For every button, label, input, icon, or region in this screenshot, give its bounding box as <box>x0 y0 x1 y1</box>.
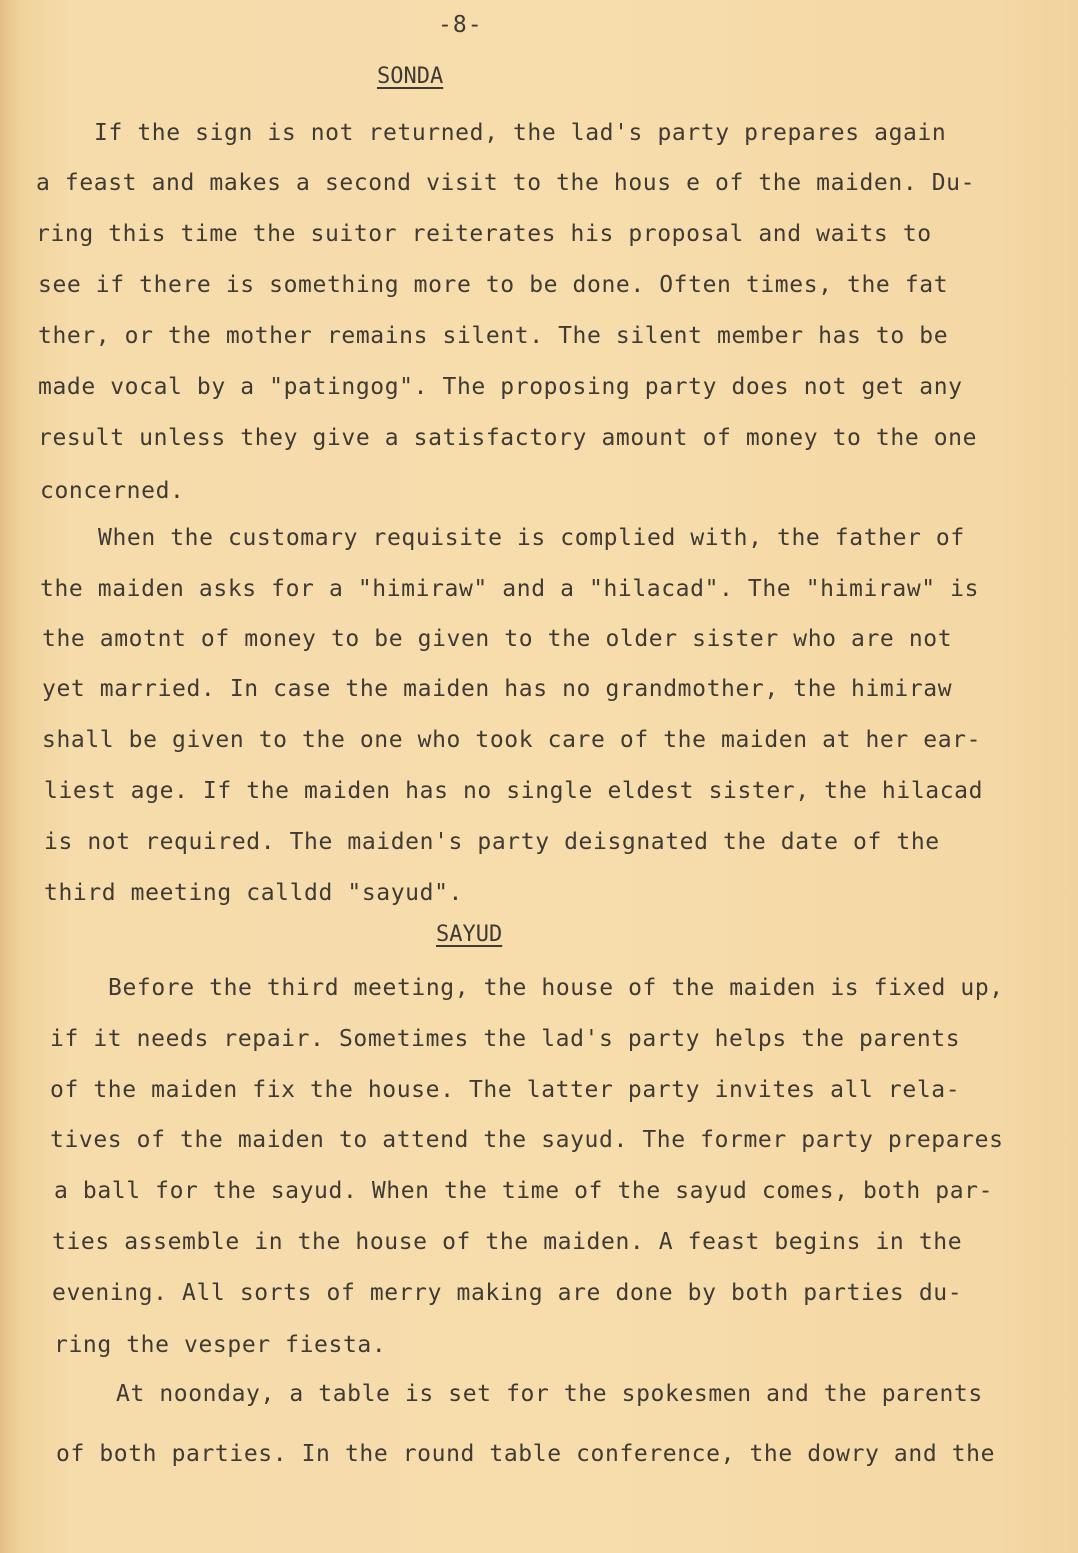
text-line: liest age. If the maiden has no single eldest sister, the hilacad <box>44 778 984 804</box>
text-line: of the maiden fix the house. The latter party invites all rela- <box>50 1077 961 1103</box>
text-line: Before the third meeting, the house of the maiden is fixed up, <box>108 975 1004 1001</box>
text-line: shall be given to the one who took care of the maiden at her ear- <box>42 727 982 753</box>
text-line: the maiden asks for a "himiraw" and a "hilacad". The "himiraw" is <box>40 576 980 602</box>
text-line: made vocal by a "patingog". The proposing party does not get any <box>38 374 963 400</box>
text-line: is not required. The maiden's party deisgnated the date of the <box>44 829 940 855</box>
text-line: When the customary requisite is complied with, the father of <box>98 525 965 551</box>
text-line: ring this time the suitor reiterates his proposal and waits to <box>36 221 932 247</box>
text-line: concerned. <box>40 478 185 504</box>
text-line: tives of the maiden to attend the sayud. The former party prepares <box>50 1127 1004 1153</box>
text-line: if it needs repair. Sometimes the lad's party helps the parents <box>50 1026 961 1052</box>
text-line: yet married. In case the maiden has no grandmother, the himiraw <box>42 676 953 702</box>
text-line: a feast and makes a second visit to the hous e of the maiden. Du- <box>36 170 976 196</box>
text-line: a ball for the sayud. When the time of the sayud comes, both par- <box>54 1178 994 1204</box>
text-line: ther, or the mother remains silent. The silent member has to be <box>38 323 949 349</box>
text-line: At noonday, a table is set for the spokesmen and the parents <box>116 1381 983 1407</box>
text-line: ties assemble in the house of the maiden. A feast begins in the <box>52 1229 963 1255</box>
text-line: third meeting calldd "sayud". <box>44 880 463 906</box>
text-line: ring the vesper fiesta. <box>54 1332 387 1358</box>
text-line: the amotnt of money to be given to the older sister who are not <box>42 626 953 652</box>
text-line: see if there is something more to be done. Often times, the fat <box>38 272 949 298</box>
text-line: evening. All sorts of merry making are done by both parties du- <box>52 1280 963 1306</box>
section-heading-sayud: SAYUD <box>436 922 503 947</box>
text-line: result unless they give a satisfactory amount of money to the one <box>38 425 978 451</box>
section-heading-sonda: SONDA <box>377 64 444 89</box>
page-number: -8- <box>438 12 483 38</box>
text-line: of both parties. In the round table conference, the dowry and the <box>56 1441 996 1467</box>
text-line: If the sign is not returned, the lad's party prepares again <box>94 120 947 146</box>
